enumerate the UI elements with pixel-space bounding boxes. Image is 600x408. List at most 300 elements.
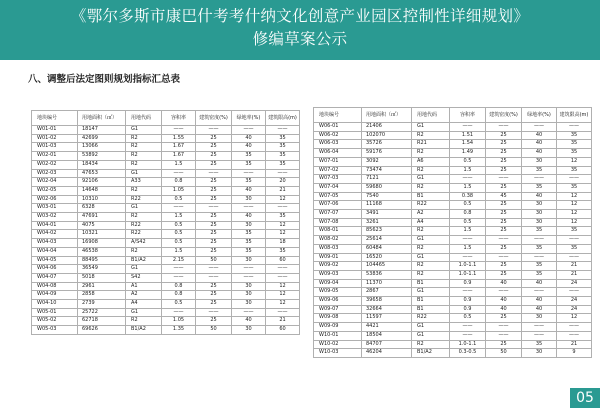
table-cell: 20 <box>266 178 300 187</box>
table-cell: A/S42 <box>126 239 162 248</box>
table-cell: —— <box>450 175 486 184</box>
table-cell: S42 <box>126 273 162 282</box>
table-row <box>32 143 300 152</box>
table-cell: 92106 <box>78 178 126 187</box>
table-cell: R2 <box>412 244 450 253</box>
table-row <box>314 236 592 245</box>
table-row <box>32 273 300 282</box>
table-cell: 30 <box>232 291 266 300</box>
table-cell: W08-01 <box>314 227 362 236</box>
table-cell: 1.5 <box>450 183 486 192</box>
table-cell: G1 <box>412 236 450 245</box>
table-cell: 0.5 <box>450 218 486 227</box>
table-cell: 9 <box>557 349 592 358</box>
table-cell: 30 <box>232 195 266 204</box>
table-cell: 104465 <box>362 262 412 271</box>
table-cell: W04-05 <box>32 256 78 265</box>
table-cell: W02-05 <box>32 186 78 195</box>
table-cell: 1.0-1.1 <box>450 270 486 279</box>
table-cell: W07-06 <box>314 201 362 210</box>
table-cell: W07-03 <box>314 175 362 184</box>
table-cell: —— <box>450 236 486 245</box>
table-cell: 32664 <box>362 305 412 314</box>
table-cell: R22 <box>412 201 450 210</box>
page-title-line1: 《鄂尔多斯市康巴什考考什纳文化创意产业园区控制性详细规划》 <box>70 7 530 25</box>
table-row <box>314 340 592 349</box>
table-cell: 69626 <box>78 326 126 335</box>
table-cell: 7121 <box>362 175 412 184</box>
table-cell: —— <box>486 288 522 297</box>
table-cell: R22 <box>126 230 162 239</box>
table-row <box>32 221 300 230</box>
table-cell: 25 <box>486 270 522 279</box>
table-cell: —— <box>266 273 300 282</box>
table-cell: G1 <box>412 123 450 132</box>
table-cell: W09-08 <box>314 314 362 323</box>
table-row <box>32 256 300 265</box>
table-cell: 25 <box>196 186 232 195</box>
table-cell: 12 <box>557 314 592 323</box>
table-cell: 40 <box>522 297 557 306</box>
table-cell: B1 <box>412 297 450 306</box>
table-cell: R2 <box>126 152 162 161</box>
table-cell: 2867 <box>362 288 412 297</box>
table-cell: 12 <box>266 300 300 309</box>
table-cell: —— <box>522 323 557 332</box>
table-header-row <box>314 108 592 123</box>
table-cell: R2 <box>412 166 450 175</box>
column-header: 地块编号 <box>32 111 78 126</box>
table-cell: R2 <box>412 183 450 192</box>
table-cell: 30 <box>522 201 557 210</box>
table-cell: 1.5 <box>450 166 486 175</box>
table-row <box>314 183 592 192</box>
table-cell: G1 <box>412 323 450 332</box>
table-cell: 40 <box>486 279 522 288</box>
table-cell: 30 <box>232 326 266 335</box>
table-cell: 25 <box>196 213 232 222</box>
table-cell: W04-03 <box>32 239 78 248</box>
table-cell: R21 <box>412 140 450 149</box>
table-cell: 25 <box>196 143 232 152</box>
table-cell: W09-09 <box>314 323 362 332</box>
table-cell: 0.38 <box>450 192 486 201</box>
table-cell: 25614 <box>362 236 412 245</box>
table-cell: 25 <box>196 152 232 161</box>
table-cell: —— <box>266 204 300 213</box>
table-cell: 11168 <box>362 201 412 210</box>
table-cell: —— <box>162 265 196 274</box>
table-cell: 21 <box>557 262 592 271</box>
table-cell: 88495 <box>78 256 126 265</box>
table-cell: 13066 <box>78 143 126 152</box>
table-cell: 18434 <box>78 160 126 169</box>
table-row <box>32 213 300 222</box>
table-cell: B1 <box>412 305 450 314</box>
table-row <box>32 300 300 309</box>
table-row <box>32 186 300 195</box>
table-cell: W03-01 <box>32 204 78 213</box>
table-cell: 59680 <box>362 183 412 192</box>
table-row <box>314 331 592 340</box>
table-cell: B1/A2 <box>126 326 162 335</box>
table-cell: —— <box>162 126 196 135</box>
table-cell: 35 <box>232 152 266 161</box>
table-row <box>314 157 592 166</box>
table-cell: W04-04 <box>32 247 78 256</box>
table-cell: 1.67 <box>162 143 196 152</box>
table-cell: R2 <box>126 160 162 169</box>
table-cell: 39658 <box>362 297 412 306</box>
table-cell: 40 <box>522 279 557 288</box>
table-cell: 35 <box>557 140 592 149</box>
table-cell: R22 <box>126 221 162 230</box>
table-cell: 0.5 <box>162 195 196 204</box>
table-cell: A4 <box>412 218 450 227</box>
table-cell: W09-03 <box>314 270 362 279</box>
table-cell: —— <box>522 175 557 184</box>
table-cell: W01-02 <box>32 134 78 143</box>
table-row <box>32 126 300 135</box>
table-cell: W09-05 <box>314 288 362 297</box>
table-cell: —— <box>266 169 300 178</box>
table-cell: —— <box>486 175 522 184</box>
table-cell: 12 <box>557 192 592 201</box>
table-cell: 35 <box>522 244 557 253</box>
table-cell: W07-02 <box>314 166 362 175</box>
table-cell: 1.5 <box>162 160 196 169</box>
table-cell: —— <box>196 126 232 135</box>
table-cell: A2 <box>412 210 450 219</box>
table-row <box>314 123 592 132</box>
table-cell: —— <box>196 308 232 317</box>
table-cell: W07-05 <box>314 192 362 201</box>
table-cell: 40 <box>522 149 557 158</box>
table-row <box>32 265 300 274</box>
table-row <box>314 131 592 140</box>
table-cell: 21 <box>557 270 592 279</box>
table-cell: W07-07 <box>314 210 362 219</box>
table-row <box>32 326 300 335</box>
table-cell: 25 <box>196 317 232 326</box>
table-cell: 16908 <box>78 239 126 248</box>
table-cell: 18147 <box>78 126 126 135</box>
table-cell: —— <box>522 331 557 340</box>
table-cell: G1 <box>126 204 162 213</box>
table-cell: 0.5 <box>162 230 196 239</box>
table-cell: W04-07 <box>32 273 78 282</box>
table-cell: 60 <box>266 326 300 335</box>
table-cell: 12 <box>557 218 592 227</box>
table-cell: 0.9 <box>450 305 486 314</box>
table-cell: W07-01 <box>314 157 362 166</box>
table-cell: 40 <box>522 192 557 201</box>
table-cell: R2 <box>412 262 450 271</box>
table-cell: G1 <box>412 253 450 262</box>
table-cell: W04-09 <box>32 291 78 300</box>
table-cell: 53836 <box>362 270 412 279</box>
table-row <box>32 152 300 161</box>
table-row <box>314 349 592 358</box>
table-cell: 0.3-0.5 <box>450 349 486 358</box>
table-cell: R2 <box>126 143 162 152</box>
table-cell: —— <box>450 253 486 262</box>
table-cell: 30 <box>232 221 266 230</box>
table-cell: G1 <box>412 175 450 184</box>
table-cell: 0.5 <box>450 201 486 210</box>
table-cell: 35 <box>232 247 266 256</box>
table-cell: 0.5 <box>162 300 196 309</box>
table-cell: 30 <box>522 157 557 166</box>
table-cell: 30 <box>232 256 266 265</box>
table-cell: —— <box>232 273 266 282</box>
table-row <box>32 169 300 178</box>
table-cell: G1 <box>412 288 450 297</box>
table-cell: 0.8 <box>162 282 196 291</box>
table-cell: 1.67 <box>162 152 196 161</box>
table-cell: 40 <box>232 134 266 143</box>
table-cell: —— <box>266 265 300 274</box>
table-row <box>32 247 300 256</box>
table-cell: A4 <box>126 300 162 309</box>
table-cell: 25 <box>196 247 232 256</box>
table-cell: 1.5 <box>450 227 486 236</box>
table-row <box>32 308 300 317</box>
table-row <box>314 175 592 184</box>
table-cell: 12 <box>557 157 592 166</box>
table-cell: 25 <box>486 314 522 323</box>
table-cell: R2 <box>126 247 162 256</box>
table-cell: 25 <box>196 300 232 309</box>
table-cell: 25 <box>196 134 232 143</box>
table-cell: W10-02 <box>314 340 362 349</box>
table-cell: 35 <box>266 134 300 143</box>
table-cell: 47653 <box>78 169 126 178</box>
table-cell: 40 <box>522 305 557 314</box>
table-cell: 4421 <box>362 323 412 332</box>
table-cell: 25 <box>486 218 522 227</box>
table-cell: 2.15 <box>162 256 196 265</box>
table-cell: —— <box>486 236 522 245</box>
table-cell: 0.8 <box>162 291 196 300</box>
table-cell: 1.5 <box>162 213 196 222</box>
table-cell: R2 <box>412 340 450 349</box>
table-cell: —— <box>486 331 522 340</box>
table-cell: 40 <box>522 131 557 140</box>
table-cell: 18504 <box>362 331 412 340</box>
table-cell: 0.5 <box>450 157 486 166</box>
table-cell: W09-01 <box>314 253 362 262</box>
table-cell: R22 <box>412 314 450 323</box>
table-cell: 10321 <box>78 230 126 239</box>
table-cell: 12 <box>266 221 300 230</box>
table-cell: 36549 <box>78 265 126 274</box>
table-cell: 40 <box>232 317 266 326</box>
table-cell: 46538 <box>78 247 126 256</box>
table-cell: 35 <box>266 143 300 152</box>
table-cell: —— <box>557 288 592 297</box>
table-cell: 21 <box>266 186 300 195</box>
table-cell: 35 <box>522 166 557 175</box>
table-cell: 25 <box>196 230 232 239</box>
table-cell: —— <box>196 204 232 213</box>
table-cell: 35 <box>232 230 266 239</box>
table-cell: W09-07 <box>314 305 362 314</box>
column-header: 容积率 <box>162 111 196 126</box>
table-cell: —— <box>557 123 592 132</box>
table-cell: 25 <box>486 227 522 236</box>
table-cell: R2 <box>126 213 162 222</box>
table-cell: 0.8 <box>450 210 486 219</box>
table-cell: 12 <box>266 230 300 239</box>
table-cell: 10310 <box>78 195 126 204</box>
table-row <box>314 323 592 332</box>
table-cell: —— <box>557 323 592 332</box>
table-cell: —— <box>522 123 557 132</box>
page-title-line2: 修编草案公示 <box>252 30 348 48</box>
table-cell: 25 <box>196 291 232 300</box>
table-cell: B1 <box>412 279 450 288</box>
table-cell: 35 <box>522 262 557 271</box>
table-cell: 25 <box>486 262 522 271</box>
column-header: 建筑限高(m) <box>266 111 300 126</box>
table-cell: 0.5 <box>450 314 486 323</box>
table-cell: 25 <box>196 195 232 204</box>
table-cell: 25722 <box>78 308 126 317</box>
table-cell: 12 <box>266 195 300 204</box>
table-cell: —— <box>557 175 592 184</box>
table-row <box>314 288 592 297</box>
table-cell: B1 <box>412 192 450 201</box>
table-row <box>314 166 592 175</box>
table-row <box>32 134 300 143</box>
table-cell: —— <box>486 123 522 132</box>
table-cell: —— <box>557 253 592 262</box>
table-cell: 1.54 <box>450 140 486 149</box>
table-cell: —— <box>266 308 300 317</box>
table-row <box>32 160 300 169</box>
table-cell: 4075 <box>78 221 126 230</box>
table-cell: 1.5 <box>450 244 486 253</box>
table-cell: 62718 <box>78 317 126 326</box>
column-header: 绿地率(%) <box>522 108 557 123</box>
table-cell: 25 <box>486 157 522 166</box>
table-row <box>32 178 300 187</box>
table-cell: W05-01 <box>32 308 78 317</box>
table-cell: 2858 <box>78 291 126 300</box>
table-cell: 0.5 <box>162 221 196 230</box>
table-cell: 3261 <box>362 218 412 227</box>
table-cell: 0.9 <box>450 297 486 306</box>
table-cell: —— <box>232 308 266 317</box>
table-cell: G1 <box>126 308 162 317</box>
table-cell: 6328 <box>78 204 126 213</box>
table-row <box>32 204 300 213</box>
table-cell: 21 <box>557 340 592 349</box>
column-header: 用地面积（㎡） <box>362 108 412 123</box>
table-row <box>314 140 592 149</box>
table-cell: 24 <box>557 279 592 288</box>
table-row <box>32 230 300 239</box>
table-cell: 30 <box>232 282 266 291</box>
table-cell: 25 <box>196 239 232 248</box>
table-cell: 2961 <box>78 282 126 291</box>
table-cell: 1.5 <box>162 247 196 256</box>
indicator-table-left <box>31 110 300 335</box>
table-cell: R2 <box>412 149 450 158</box>
table-cell: W07-04 <box>314 183 362 192</box>
table-cell: 25 <box>196 178 232 187</box>
table-cell: 1.05 <box>162 186 196 195</box>
table-cell: 1.51 <box>450 131 486 140</box>
table-cell: 35 <box>557 166 592 175</box>
table-cell: A2 <box>126 291 162 300</box>
title-banner <box>0 0 600 60</box>
table-cell: —— <box>266 126 300 135</box>
table-cell: —— <box>196 273 232 282</box>
table-row <box>314 201 592 210</box>
table-cell: R2 <box>412 131 450 140</box>
table-cell: 35 <box>557 227 592 236</box>
table-cell: 30 <box>522 218 557 227</box>
table-cell: 35 <box>266 160 300 169</box>
table-cell: —— <box>486 323 522 332</box>
table-cell: 35 <box>232 239 266 248</box>
table-cell: W09-04 <box>314 279 362 288</box>
table-cell: 18 <box>266 239 300 248</box>
table-cell: 40 <box>486 305 522 314</box>
table-cell: 5018 <box>78 273 126 282</box>
table-cell: —— <box>486 253 522 262</box>
table-row <box>314 244 592 253</box>
table-cell: —— <box>522 253 557 262</box>
table-cell: W09-02 <box>314 262 362 271</box>
table-cell: —— <box>162 204 196 213</box>
table-cell: 35 <box>232 160 266 169</box>
table-cell: 30 <box>232 300 266 309</box>
table-cell: —— <box>522 236 557 245</box>
table-row <box>32 282 300 291</box>
table-cell: 85623 <box>362 227 412 236</box>
table-cell: 35 <box>522 183 557 192</box>
table-cell: 1.05 <box>162 317 196 326</box>
table-cell: 35726 <box>362 140 412 149</box>
table-cell: 30 <box>522 349 557 358</box>
table-cell: 14648 <box>78 186 126 195</box>
table-cell: 46204 <box>362 349 412 358</box>
table-cell: 25 <box>486 201 522 210</box>
table-cell: 40 <box>232 213 266 222</box>
table-cell: —— <box>450 323 486 332</box>
table-cell: B1/A2 <box>412 349 450 358</box>
table-cell: 40 <box>232 143 266 152</box>
table-cell: 50 <box>196 326 232 335</box>
table-cell: —— <box>557 236 592 245</box>
table-cell: 42699 <box>78 134 126 143</box>
table-cell: R2 <box>126 317 162 326</box>
table-cell: 102070 <box>362 131 412 140</box>
table-cell: 35 <box>266 152 300 161</box>
table-cell: 1.49 <box>450 149 486 158</box>
table-cell: 35 <box>266 247 300 256</box>
table-cell: —— <box>196 265 232 274</box>
table-cell: 35 <box>266 213 300 222</box>
table-cell: G1 <box>126 265 162 274</box>
table-row <box>314 149 592 158</box>
indicator-table-right <box>313 107 592 358</box>
table-cell: W10-03 <box>314 349 362 358</box>
column-header: 建筑密度(%) <box>196 111 232 126</box>
